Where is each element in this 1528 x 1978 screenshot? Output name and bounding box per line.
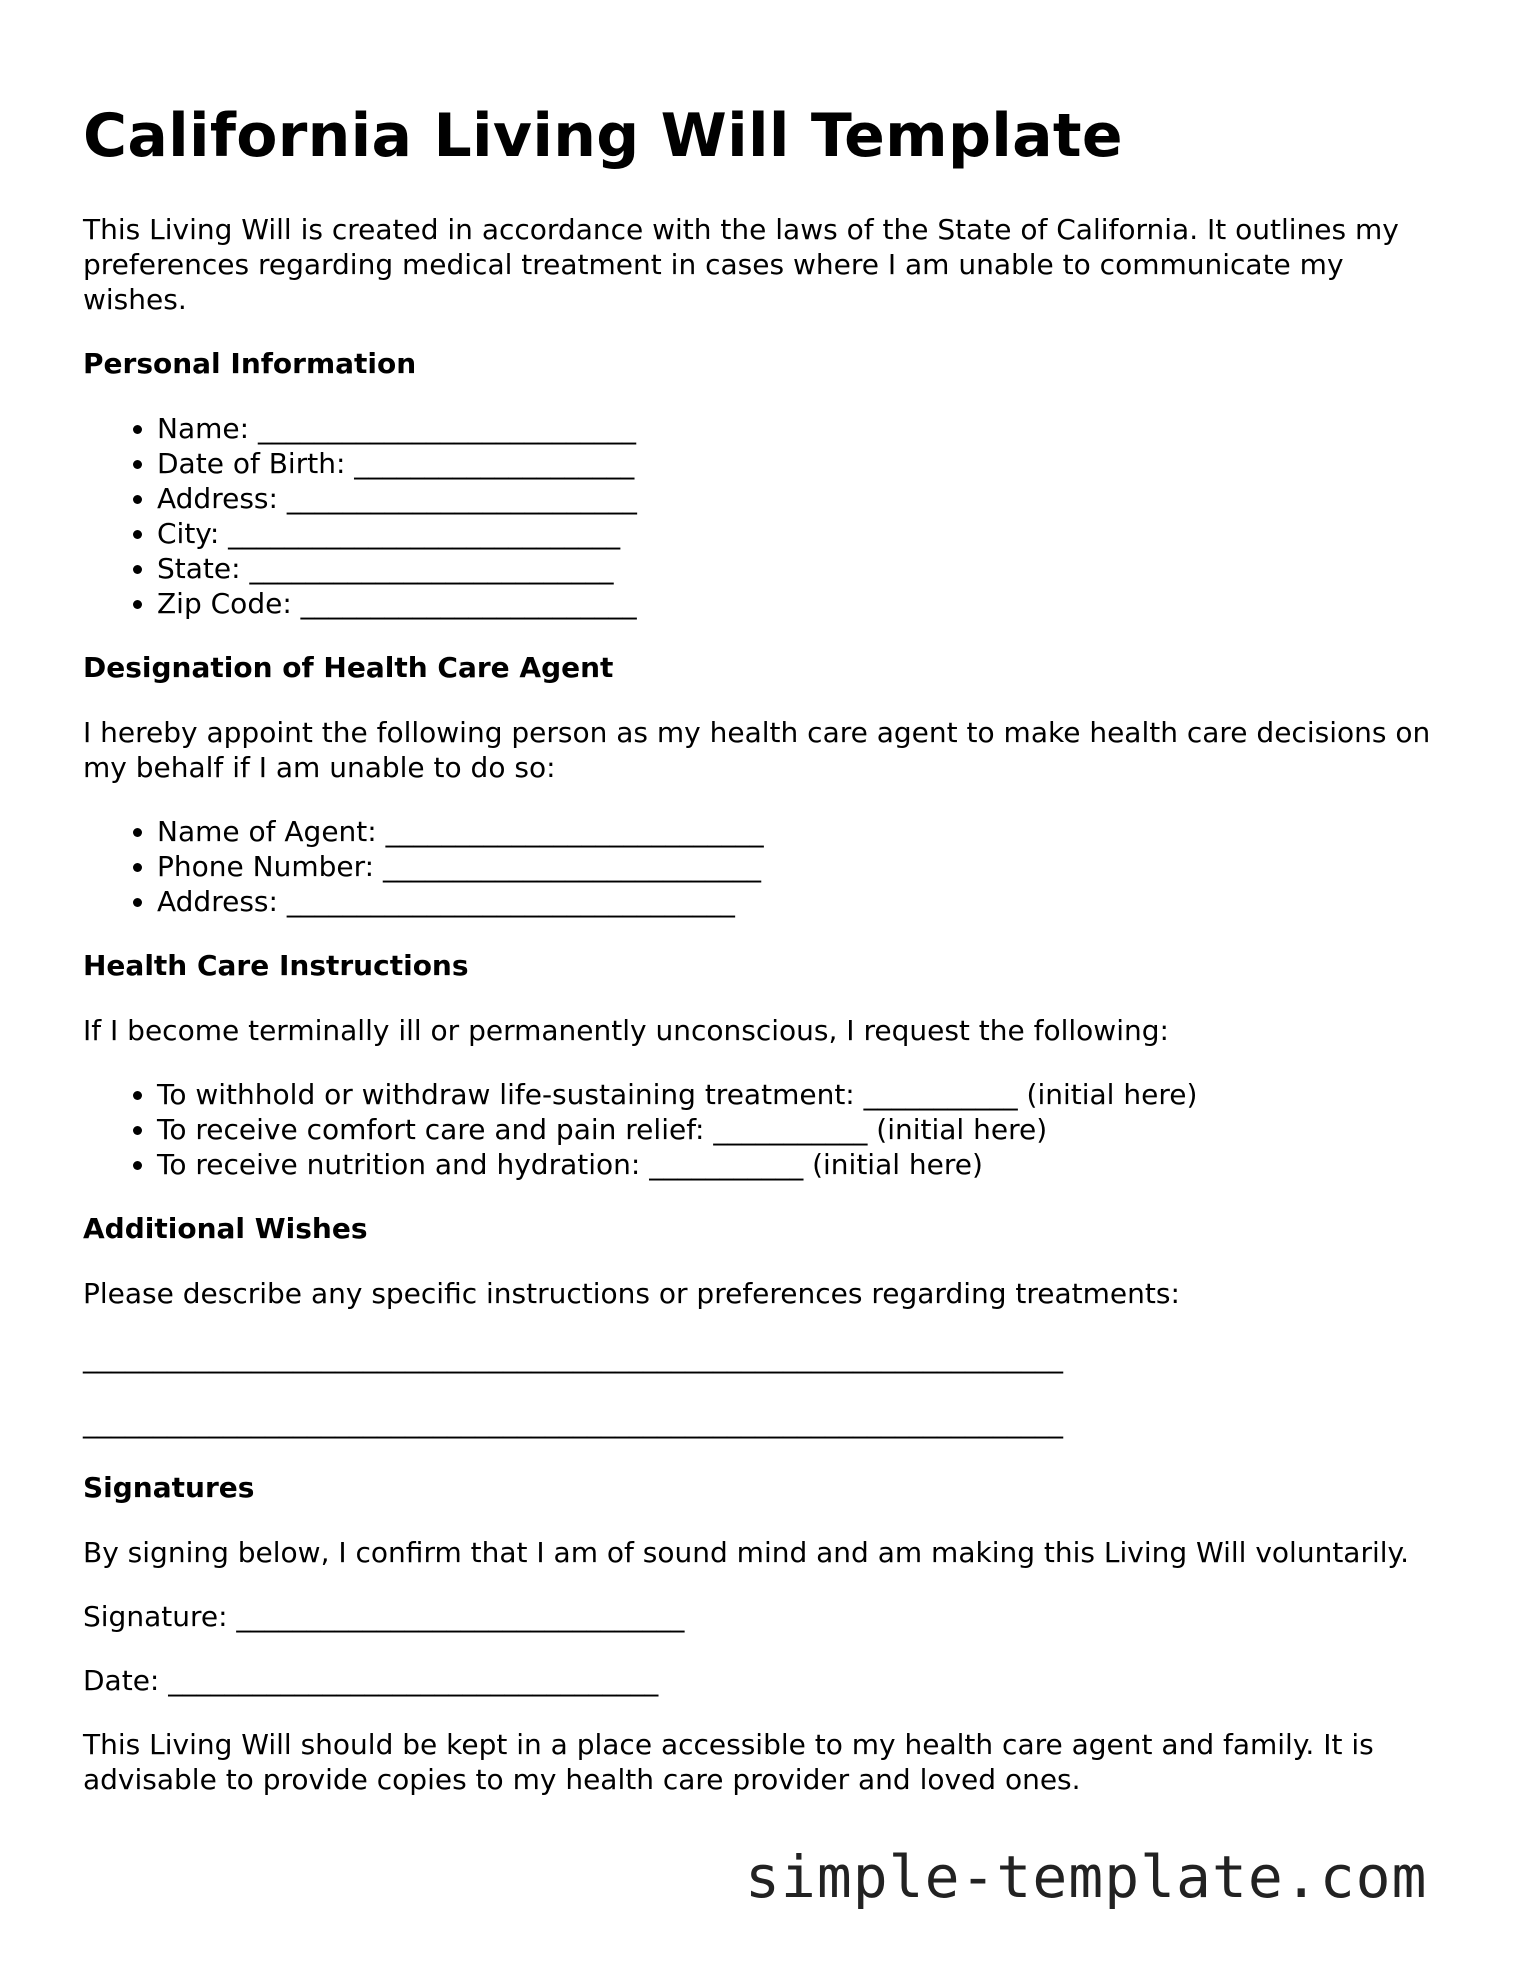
- additional-wishes-line-2[interactable]: ______________________________________________________________________: [83, 1406, 1063, 1439]
- agent-name-field[interactable]: • Name of Agent: ___________________________: [157, 814, 1453, 849]
- instructions-intro-paragraph: If I become terminally ill or permanently unconscious, I request the following:: [83, 1014, 1169, 1047]
- signatures-heading: Signatures: [83, 1471, 255, 1504]
- health-care-instructions-heading: Health Care Instructions: [83, 949, 469, 982]
- personal-information-heading: Personal Information: [83, 347, 417, 380]
- agent-intro-paragraph: I hereby appoint the following person as my health care agent to make health care decisions on my behalf if I am unable to do so:: [83, 716, 1431, 784]
- instructions-list: [83, 1077, 1453, 1182]
- additional-wishes-heading: Additional Wishes: [83, 1212, 368, 1245]
- watermark: simple-template.com: [745, 1843, 1428, 1911]
- withhold-treatment-initial-field[interactable]: • To withhold or withdraw life-sustaining treatment: ___________ (initial here): [157, 1077, 1453, 1112]
- address-field[interactable]: • Address: _________________________: [157, 481, 1453, 516]
- nutrition-hydration-initial-field[interactable]: • To receive nutrition and hydration: ___________ (initial here): [157, 1147, 1453, 1182]
- page-title: California Living Will Template: [83, 101, 1123, 171]
- document-page: [83, 100, 1453, 1826]
- closing-paragraph: This Living Will should be kept in a place accessible to my health care agent and family. It is advisable to provide copies to my health care provider and loved ones.: [83, 1728, 1374, 1796]
- agent-address-field[interactable]: • Address: ________________________________: [157, 884, 1453, 919]
- date-of-birth-field[interactable]: • Date of Birth: ____________________: [157, 446, 1453, 481]
- comfort-care-initial-field[interactable]: • To receive comfort care and pain relief: ___________ (initial here): [157, 1112, 1453, 1147]
- state-field[interactable]: • State: __________________________: [157, 551, 1453, 586]
- additional-wishes-intro: Please describe any specific instructions or preferences regarding treatments:: [83, 1277, 1180, 1310]
- city-field[interactable]: • City: ____________________________: [157, 516, 1453, 551]
- signatures-intro: By signing below, I confirm that I am of sound mind and am making this Living Will voluntarily.: [83, 1536, 1410, 1569]
- date-field[interactable]: Date: ___________________________________: [83, 1664, 659, 1697]
- agent-phone-field[interactable]: • Phone Number: ___________________________: [157, 849, 1453, 884]
- name-field[interactable]: • Name: ___________________________: [157, 411, 1453, 446]
- signature-field[interactable]: Signature: ________________________________: [83, 1600, 685, 1633]
- agent-list: [83, 814, 1453, 919]
- health-care-agent-heading: Designation of Health Care Agent: [83, 651, 614, 684]
- personal-information-list: [83, 411, 1453, 621]
- zip-code-field[interactable]: • Zip Code: ________________________: [157, 586, 1453, 621]
- intro-paragraph: This Living Will is created in accordance with the laws of the State of California. It outlines my preferences regarding medical treatment in cases where I am unable to communicate my wishes.: [83, 213, 1399, 316]
- additional-wishes-line-1[interactable]: ______________________________________________________________________: [83, 1341, 1063, 1374]
